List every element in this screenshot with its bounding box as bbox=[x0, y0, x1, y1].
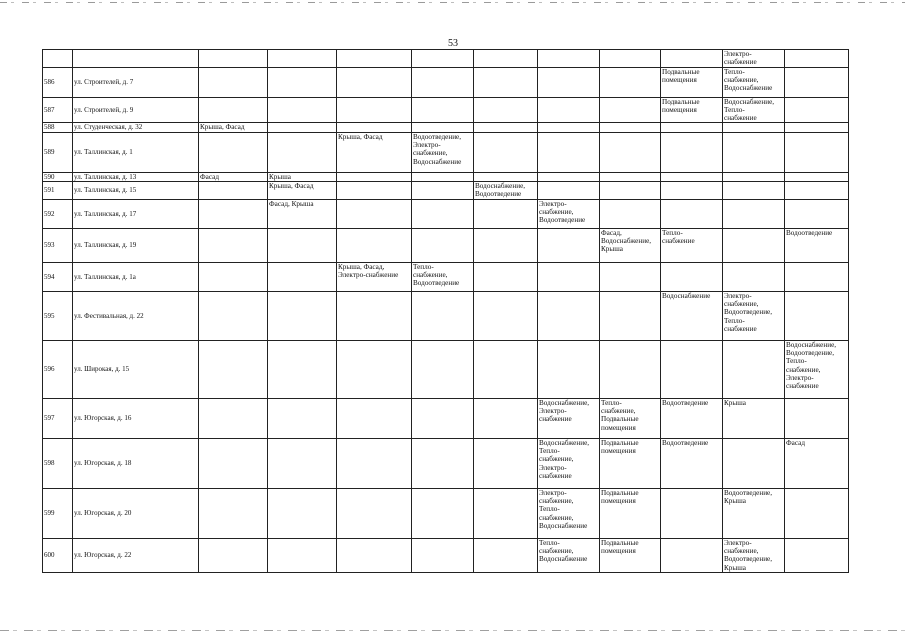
row-number: 589 bbox=[43, 132, 73, 172]
scan-edge-bottom bbox=[0, 630, 905, 631]
work-type-cell bbox=[785, 488, 849, 538]
work-type-cell bbox=[268, 132, 337, 172]
work-type-cell bbox=[723, 199, 785, 228]
work-type-cell bbox=[412, 97, 474, 123]
table-row bbox=[43, 228, 849, 262]
work-type-cell bbox=[337, 172, 412, 181]
work-type-cell bbox=[199, 488, 268, 538]
work-type-cell bbox=[785, 50, 849, 68]
table-row bbox=[43, 340, 849, 398]
work-type-cell bbox=[199, 228, 268, 262]
work-type-cell bbox=[268, 123, 337, 132]
page-number: 53 bbox=[448, 38, 458, 49]
work-type-cell: Подвальные помещения bbox=[661, 67, 723, 97]
address-cell: ул. Таллинская, д. 17 bbox=[73, 199, 199, 228]
work-type-cell bbox=[337, 398, 412, 438]
work-type-cell bbox=[268, 228, 337, 262]
work-type-cell bbox=[661, 538, 723, 572]
work-type-cell bbox=[538, 132, 600, 172]
work-type-cell bbox=[412, 538, 474, 572]
work-type-cell: Электро- снабжение bbox=[723, 50, 785, 68]
work-type-cell: Электро- снабжение, Водоотведение, Крыша bbox=[723, 538, 785, 572]
work-type-cell: Водоснабжение, Электро- снабжение bbox=[538, 398, 600, 438]
work-type-cell bbox=[199, 182, 268, 200]
work-type-cell bbox=[600, 182, 661, 200]
work-type-cell: Фасад bbox=[785, 438, 849, 488]
work-type-cell bbox=[412, 228, 474, 262]
work-type-cell: Электро- снабжение, Тепло- снабжение, Водоснабжение bbox=[538, 488, 600, 538]
work-type-cell bbox=[199, 97, 268, 123]
table-row bbox=[43, 488, 849, 538]
work-type-cell bbox=[474, 132, 538, 172]
work-type-cell bbox=[474, 538, 538, 572]
work-type-cell bbox=[337, 67, 412, 97]
work-type-cell bbox=[337, 123, 412, 132]
work-type-cell bbox=[538, 262, 600, 291]
work-type-cell bbox=[661, 50, 723, 68]
work-type-cell bbox=[412, 438, 474, 488]
work-type-cell bbox=[538, 228, 600, 262]
work-type-cell bbox=[600, 67, 661, 97]
address-cell: ул. Таллинская, д. 15 bbox=[73, 182, 199, 200]
work-type-cell: Крыша, Фасад bbox=[337, 132, 412, 172]
work-type-cell bbox=[723, 132, 785, 172]
work-type-cell bbox=[538, 172, 600, 181]
table-row bbox=[43, 438, 849, 488]
work-type-cell bbox=[661, 172, 723, 181]
table-row bbox=[43, 172, 849, 181]
work-type-cell: Подвальные помещения bbox=[600, 538, 661, 572]
work-type-cell bbox=[723, 123, 785, 132]
row-number: 592 bbox=[43, 199, 73, 228]
work-type-cell bbox=[268, 50, 337, 68]
work-type-cell bbox=[723, 438, 785, 488]
row-number: 591 bbox=[43, 182, 73, 200]
work-type-cell: Тепло- снабжение, Водоотведение bbox=[412, 262, 474, 291]
work-type-cell: Водоотведение bbox=[661, 398, 723, 438]
work-type-cell bbox=[723, 182, 785, 200]
row-number: 593 bbox=[43, 228, 73, 262]
work-type-cell bbox=[268, 67, 337, 97]
work-type-cell: Тепло- снабжение, Водоснабжение bbox=[723, 67, 785, 97]
work-type-cell bbox=[723, 228, 785, 262]
work-type-cell bbox=[474, 438, 538, 488]
work-type-cell bbox=[538, 67, 600, 97]
work-type-cell: Электро- снабжение, Водоотведение bbox=[538, 199, 600, 228]
work-type-cell bbox=[600, 123, 661, 132]
work-type-cell bbox=[538, 123, 600, 132]
work-type-cell bbox=[268, 398, 337, 438]
row-number: 599 bbox=[43, 488, 73, 538]
table-row bbox=[43, 97, 849, 123]
work-type-cell bbox=[661, 262, 723, 291]
work-type-cell bbox=[661, 488, 723, 538]
row-number: 596 bbox=[43, 340, 73, 398]
address-cell: ул. Строителей, д. 7 bbox=[73, 67, 199, 97]
scan-edge-top bbox=[0, 2, 905, 3]
work-type-cell bbox=[785, 538, 849, 572]
work-type-cell bbox=[600, 262, 661, 291]
row-number: 587 bbox=[43, 97, 73, 123]
row-number: 597 bbox=[43, 398, 73, 438]
work-type-cell bbox=[723, 172, 785, 181]
work-type-cell bbox=[268, 97, 337, 123]
work-type-cell bbox=[785, 123, 849, 132]
work-type-cell: Подвальные помещения bbox=[600, 438, 661, 488]
work-type-cell bbox=[337, 340, 412, 398]
address-cell: ул. Югорская, д. 16 bbox=[73, 398, 199, 438]
table-row bbox=[43, 67, 849, 97]
work-type-cell: Водоснабжение, Водоотведение, Тепло- снабжение, Электро- снабжение bbox=[785, 340, 849, 398]
row-number: 600 bbox=[43, 538, 73, 572]
work-type-cell bbox=[337, 438, 412, 488]
work-type-cell bbox=[337, 199, 412, 228]
work-type-cell bbox=[661, 199, 723, 228]
work-type-cell bbox=[474, 97, 538, 123]
work-type-cell: Крыша bbox=[268, 172, 337, 181]
work-type-cell bbox=[199, 132, 268, 172]
table-row bbox=[43, 132, 849, 172]
work-type-cell bbox=[538, 340, 600, 398]
work-type-cell bbox=[337, 50, 412, 68]
work-type-cell: Крыша, Фасад bbox=[268, 182, 337, 200]
work-type-cell bbox=[199, 50, 268, 68]
work-type-cell bbox=[600, 132, 661, 172]
work-type-cell bbox=[474, 228, 538, 262]
work-type-cell bbox=[268, 340, 337, 398]
work-type-cell bbox=[199, 262, 268, 291]
work-type-cell bbox=[723, 340, 785, 398]
work-type-cell bbox=[785, 182, 849, 200]
work-type-cell bbox=[412, 123, 474, 132]
work-type-cell bbox=[600, 50, 661, 68]
work-type-cell bbox=[199, 291, 268, 340]
table-row bbox=[43, 199, 849, 228]
work-type-cell bbox=[412, 291, 474, 340]
address-cell: ул. Таллинская, д. 13 bbox=[73, 172, 199, 181]
work-type-cell: Водоотведение bbox=[785, 228, 849, 262]
work-type-cell bbox=[412, 199, 474, 228]
work-type-cell bbox=[600, 291, 661, 340]
work-type-cell bbox=[474, 172, 538, 181]
address-cell bbox=[73, 50, 199, 68]
work-type-cell bbox=[474, 123, 538, 132]
work-type-cell bbox=[661, 340, 723, 398]
table-row bbox=[43, 291, 849, 340]
work-type-cell: Водоотведение, Крыша bbox=[723, 488, 785, 538]
work-type-cell bbox=[268, 291, 337, 340]
work-type-cell bbox=[785, 398, 849, 438]
work-type-cell bbox=[474, 199, 538, 228]
work-type-cell bbox=[538, 97, 600, 123]
work-type-cell bbox=[600, 172, 661, 181]
work-type-cell bbox=[268, 262, 337, 291]
work-type-cell bbox=[199, 340, 268, 398]
work-type-cell: Водоснабжение, Тепло- снабжение, Электро- снабжение bbox=[538, 438, 600, 488]
work-type-cell bbox=[199, 438, 268, 488]
row-number: 590 bbox=[43, 172, 73, 181]
work-type-cell bbox=[538, 182, 600, 200]
work-type-cell bbox=[474, 398, 538, 438]
work-type-cell bbox=[337, 291, 412, 340]
work-type-cell bbox=[600, 199, 661, 228]
address-cell: ул. Широкая, д. 15 bbox=[73, 340, 199, 398]
work-type-cell bbox=[661, 132, 723, 172]
table-row bbox=[43, 123, 849, 132]
work-type-cell bbox=[600, 340, 661, 398]
work-type-cell bbox=[412, 50, 474, 68]
work-type-cell: Тепло- снабжение bbox=[661, 228, 723, 262]
address-cell: ул. Студенческая, д. 32 bbox=[73, 123, 199, 132]
work-type-cell bbox=[785, 262, 849, 291]
address-cell: ул. Строителей, д. 9 bbox=[73, 97, 199, 123]
work-type-cell bbox=[337, 488, 412, 538]
work-type-cell bbox=[785, 67, 849, 97]
work-type-cell bbox=[661, 182, 723, 200]
work-type-cell: Водоснабжение, Водоотведение bbox=[474, 182, 538, 200]
work-type-cell bbox=[199, 199, 268, 228]
table-row bbox=[43, 50, 849, 68]
work-type-cell bbox=[785, 199, 849, 228]
work-type-cell bbox=[474, 291, 538, 340]
work-type-cell: Крыша, Фасад bbox=[199, 123, 268, 132]
work-type-cell: Водоснабжение, Тепло- снабжение bbox=[723, 97, 785, 123]
work-type-cell: Фасад, Крыша bbox=[268, 199, 337, 228]
work-type-cell bbox=[268, 488, 337, 538]
work-type-cell bbox=[337, 182, 412, 200]
works-schedule-table bbox=[42, 49, 849, 573]
work-type-cell: Крыша bbox=[723, 398, 785, 438]
work-type-cell bbox=[412, 340, 474, 398]
address-cell: ул. Югорская, д. 20 bbox=[73, 488, 199, 538]
row-number: 588 bbox=[43, 123, 73, 132]
address-cell: ул. Югорская, д. 18 bbox=[73, 438, 199, 488]
work-type-cell bbox=[337, 228, 412, 262]
work-type-cell bbox=[785, 132, 849, 172]
work-type-cell bbox=[199, 538, 268, 572]
work-type-cell: Фасад, Водоснабжение, Крыша bbox=[600, 228, 661, 262]
work-type-cell bbox=[474, 262, 538, 291]
address-cell: ул. Таллинская, д. 1 bbox=[73, 132, 199, 172]
work-type-cell: Тепло- снабжение, Водоснабжение bbox=[538, 538, 600, 572]
work-type-cell bbox=[268, 538, 337, 572]
work-type-cell: Подвальные помещения bbox=[661, 97, 723, 123]
address-cell: ул. Таллинская, д. 19 bbox=[73, 228, 199, 262]
row-number: 586 bbox=[43, 67, 73, 97]
work-type-cell bbox=[199, 67, 268, 97]
work-type-cell bbox=[474, 67, 538, 97]
work-type-cell bbox=[199, 398, 268, 438]
work-type-cell: Тепло- снабжение, Подвальные помещения bbox=[600, 398, 661, 438]
work-type-cell bbox=[785, 291, 849, 340]
work-type-cell: Водоснабжение bbox=[661, 291, 723, 340]
row-number bbox=[43, 50, 73, 68]
row-number: 598 bbox=[43, 438, 73, 488]
work-type-cell bbox=[538, 291, 600, 340]
work-type-cell bbox=[538, 50, 600, 68]
table-row bbox=[43, 538, 849, 572]
work-type-cell bbox=[474, 340, 538, 398]
work-type-cell bbox=[785, 172, 849, 181]
work-type-cell bbox=[600, 97, 661, 123]
work-type-cell bbox=[412, 488, 474, 538]
work-type-cell bbox=[785, 97, 849, 123]
work-type-cell bbox=[661, 123, 723, 132]
address-cell: ул. Югорская, д. 22 bbox=[73, 538, 199, 572]
work-type-cell bbox=[723, 262, 785, 291]
work-type-cell: Водоотведение, Электро- снабжение, Водоснабжение bbox=[412, 132, 474, 172]
work-type-cell bbox=[474, 50, 538, 68]
table-row bbox=[43, 398, 849, 438]
address-cell: ул. Фестивальная, д. 22 bbox=[73, 291, 199, 340]
work-type-cell bbox=[474, 488, 538, 538]
work-type-cell: Фасад bbox=[199, 172, 268, 181]
address-cell: ул. Таллинская, д. 1а bbox=[73, 262, 199, 291]
work-type-cell bbox=[268, 438, 337, 488]
work-type-cell bbox=[412, 398, 474, 438]
work-type-cell bbox=[412, 182, 474, 200]
work-type-cell bbox=[412, 172, 474, 181]
table-row bbox=[43, 182, 849, 200]
row-number: 595 bbox=[43, 291, 73, 340]
work-type-cell: Крыша, Фасад, Электро-снабжение bbox=[337, 262, 412, 291]
work-type-cell: Подвальные помещения bbox=[600, 488, 661, 538]
work-type-cell bbox=[412, 67, 474, 97]
work-type-cell bbox=[337, 97, 412, 123]
work-type-cell: Водоотведение bbox=[661, 438, 723, 488]
row-number: 594 bbox=[43, 262, 73, 291]
work-type-cell bbox=[337, 538, 412, 572]
work-type-cell: Электро- снабжение, Водоотведение, Тепло- снабжение bbox=[723, 291, 785, 340]
table-row bbox=[43, 262, 849, 291]
